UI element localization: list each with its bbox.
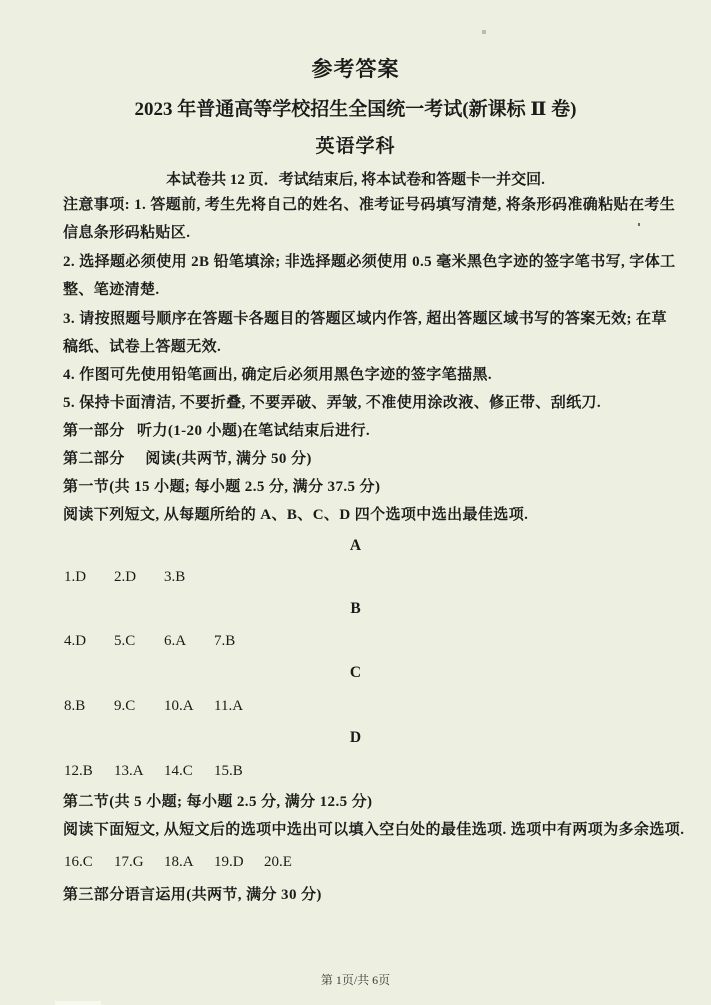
passage-label-c: C	[349, 664, 362, 681]
notice-line: 5. 保持卡面清洁, 不要折叠, 不要弄破、弄皱, 不准使用涂改液、修正带、刮纸刀.	[63, 395, 602, 411]
answer-item: 10.A	[164, 698, 194, 714]
answer-item: 20.E	[264, 854, 292, 870]
answer-item: 6.A	[164, 633, 187, 649]
part3-heading: 第三部分语言运用(共两节, 满分 30 分)	[63, 887, 322, 903]
answer-item: 17.G	[114, 854, 144, 870]
part2-section1-instruction: 阅读下列短文, 从每题所给的 A、B、C、D 四个选项中选出最佳选项.	[63, 507, 529, 523]
answer-row-section2	[64, 848, 314, 876]
answer-item: 12.B	[64, 763, 93, 779]
answer-row-passage-d	[64, 757, 264, 785]
notice-line: 3. 请按照题号顺序在答题卡各题目的答题区域内作答, 超出答题区域书写的答案无效; 在草	[63, 311, 667, 327]
passage-label-a: A	[349, 537, 362, 554]
answer-item: 11.A	[214, 698, 244, 714]
passage-label-b: B	[350, 600, 361, 617]
notice-line: 整、笔迹清楚.	[63, 282, 160, 298]
answer-item: 18.A	[164, 854, 194, 870]
answer-item: 8.B	[64, 698, 86, 714]
part2-heading: 第二部分 阅读(共两节, 满分 50 分)	[63, 451, 312, 467]
exam-instruction: 本试卷共 12 页．考试结束后, 将本试卷和答题卡一并交回.	[166, 172, 545, 188]
scan-artifact-smudge	[55, 1001, 101, 1005]
scan-artifact-dot	[482, 30, 486, 34]
subject-title: 英语学科	[315, 136, 396, 157]
page-footer: 第 1页/共 6页	[320, 973, 391, 987]
exam-name: 2023 年普通高等学校招生全国统一考试(新课标 Ⅱ 卷)	[134, 99, 577, 120]
notice-line: 稿纸、试卷上答题无效.	[63, 339, 222, 355]
answer-row-passage-c	[64, 692, 264, 720]
answer-item: 15.B	[214, 763, 243, 779]
passage-label-d: D	[349, 729, 362, 746]
answer-item: 4.D	[64, 633, 87, 649]
notice-line: 4. 作图可先使用铅笔画出, 确定后必须用黑色字迹的签字笔描黑.	[63, 367, 493, 383]
part2-section2-instruction: 阅读下面短文, 从短文后的选项中选出可以填入空白处的最佳选项. 选项中有两项为多余选项.	[63, 822, 685, 838]
notice-line: 信息条形码粘贴区.	[63, 225, 191, 241]
answer-item: 13.A	[114, 763, 144, 779]
answer-item: 1.D	[64, 569, 87, 585]
answer-item: 19.D	[214, 854, 244, 870]
answer-item: 16.C	[64, 854, 93, 870]
part1-heading: 第一部分 听力(1-20 小题)在笔试结束后进行.	[63, 423, 371, 439]
answer-item: 3.B	[164, 569, 186, 585]
page-title: 参考答案	[311, 57, 400, 81]
notice-line: 2. 选择题必须使用 2B 铅笔填涂; 非选择题必须使用 0.5 毫米黑色字迹的签字笔书写, 字体工	[63, 254, 676, 270]
answer-item: 5.C	[114, 633, 136, 649]
notice-line: 注意事项: 1. 答题前, 考生先将自己的姓名、准考证号码填写清楚, 将条形码准确粘贴在考生	[63, 197, 676, 213]
answer-item: 9.C	[114, 698, 136, 714]
answer-item: 7.B	[214, 633, 236, 649]
answer-row-passage-a	[64, 563, 214, 591]
part2-section2-heading: 第二节(共 5 小题; 每小题 2.5 分, 满分 12.5 分)	[63, 794, 373, 810]
part2-section1-heading: 第一节(共 15 小题; 每小题 2.5 分, 满分 37.5 分)	[63, 479, 381, 495]
answer-item: 14.C	[164, 763, 193, 779]
answer-item: 2.D	[114, 569, 137, 585]
answer-row-passage-b	[64, 627, 264, 655]
